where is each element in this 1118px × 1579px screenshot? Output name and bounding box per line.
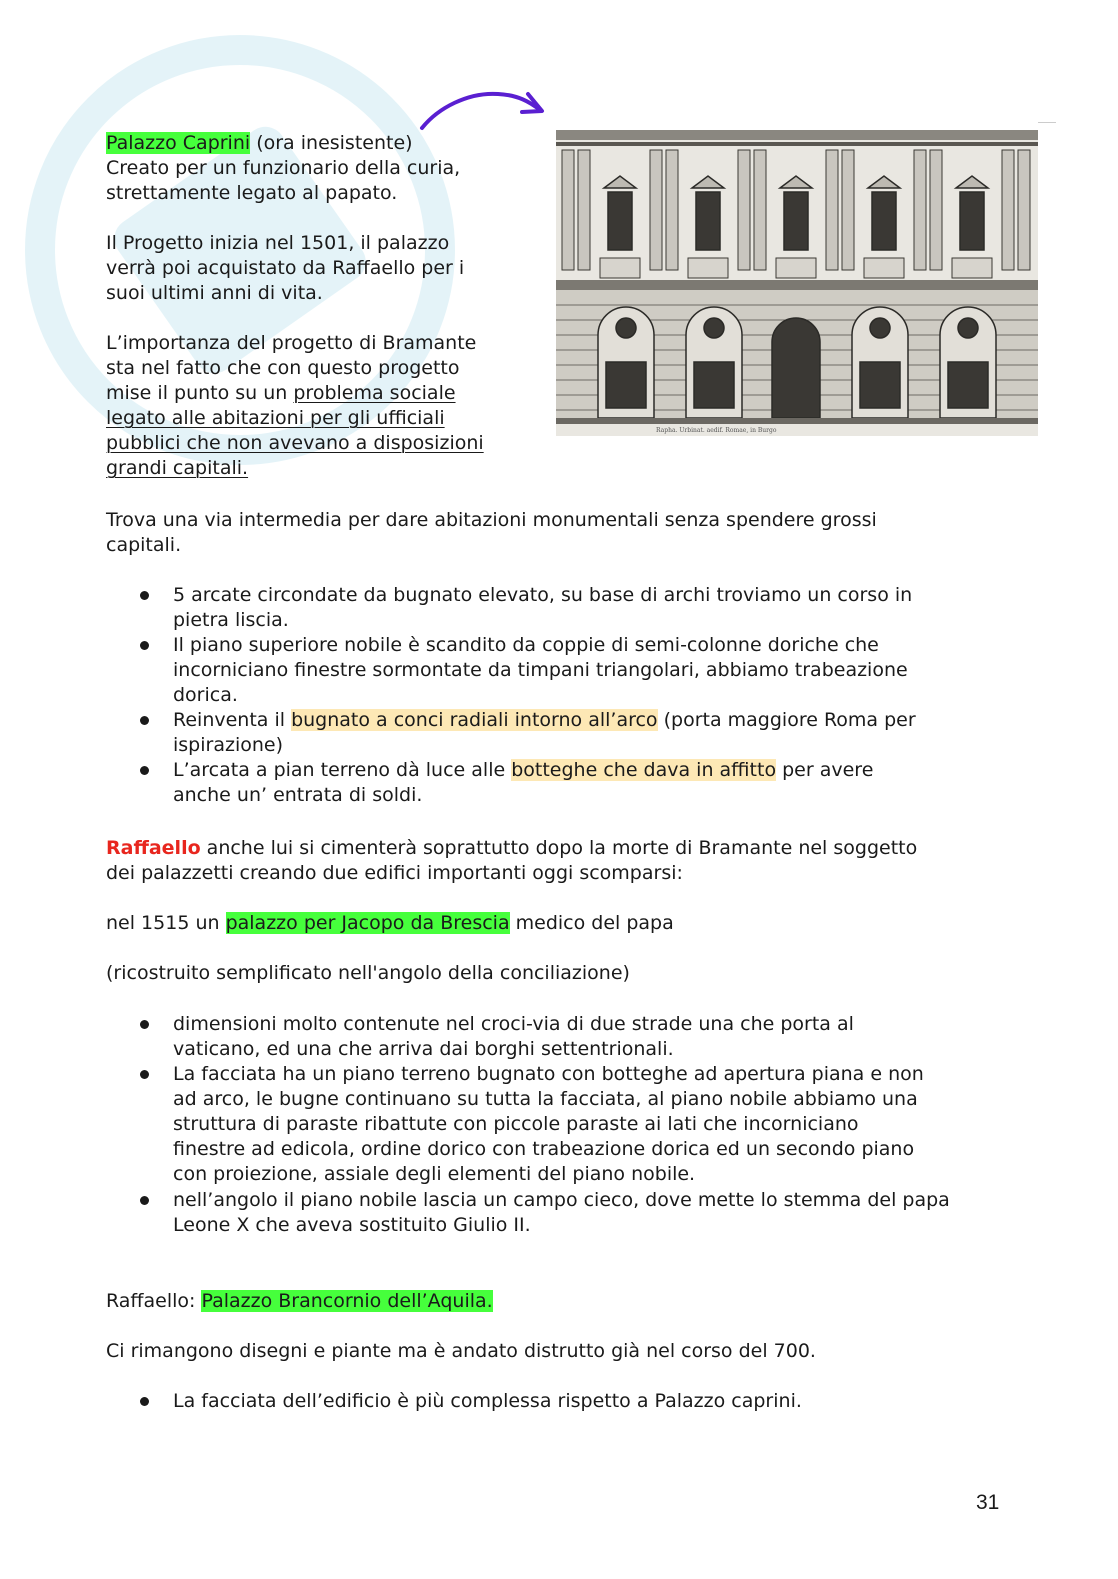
paragraph-line: dei palazzetti creando due edifici importanti oggi scomparsi: bbox=[106, 862, 683, 884]
intro-line: verrà poi acquistato da Raffaello per i bbox=[106, 257, 465, 279]
paragraph-line: Trova una via intermedia per dare abitazioni monumentali senza spendere grossi bbox=[106, 509, 877, 531]
bullet-text: struttura di paraste ribattute con piccole paraste ai lati che incorniciano bbox=[173, 1113, 859, 1135]
bullet-text: dorica. bbox=[173, 684, 238, 706]
yellow-highlight: bugnato a conci radiali intorno all’arco bbox=[291, 709, 658, 731]
intro-line: L’importanza del progetto di Bramante bbox=[106, 332, 477, 354]
underlined-line: pubblici che non avevano a disposizioni bbox=[106, 432, 484, 454]
bullet-dot bbox=[140, 591, 149, 600]
underlined-line: grandi capitali. bbox=[106, 457, 249, 479]
bullet-text: ad arco, le bugne continuano su tutta la facciata, al piano nobile abbiamo una bbox=[173, 1088, 918, 1110]
paragraph-line: (ricostruito semplificato nell'angolo della conciliazione) bbox=[106, 962, 630, 984]
bullet-dot bbox=[140, 1196, 149, 1205]
paragraph-line: Raffaello anche lui si cimenterà soprattutto dopo la morte di Bramante nel soggetto bbox=[106, 837, 918, 859]
intro-line: mise il punto su un problema sociale bbox=[106, 382, 456, 404]
bullet-dot bbox=[140, 1397, 149, 1406]
paragraph-line: nel 1515 un palazzo per Jacopo da Brescia medico del papa bbox=[106, 912, 674, 934]
bullet-dot bbox=[140, 1020, 149, 1029]
yellow-highlight: botteghe che dava in affitto bbox=[511, 759, 777, 781]
bullet-dot bbox=[140, 766, 149, 775]
bullet-text: anche un’ entrata di soldi. bbox=[173, 784, 423, 806]
bullet-text: pietra liscia. bbox=[173, 609, 289, 631]
green-highlight: palazzo per Jacopo da Brescia bbox=[225, 912, 510, 934]
bullet-text: finestre ad edicola, ordine dorico con trabeazione dorica ed un secondo piano bbox=[173, 1138, 915, 1160]
raffaello-name: Raffaello bbox=[106, 837, 201, 859]
bullet-text: ispirazione) bbox=[173, 734, 283, 756]
palazzo-caprini-highlight: Palazzo Caprini bbox=[106, 132, 251, 154]
underlined-text: problema sociale bbox=[293, 382, 456, 404]
bullet-dot bbox=[140, 1070, 149, 1079]
intro-title-line: Palazzo Caprini (ora inesistente) bbox=[106, 132, 413, 154]
bullet-text: dimensioni molto contenute nel croci-via di due strade una che porta al bbox=[173, 1013, 854, 1035]
green-highlight: Palazzo Brancornio dell’Aquila. bbox=[201, 1290, 493, 1312]
palazzo-caprini-engraving bbox=[556, 130, 1038, 436]
bullet-text: 5 arcate circondate da bugnato elevato, su base di archi troviamo un corso in bbox=[173, 584, 913, 606]
intro-line: Creato per un funzionario della curia, bbox=[106, 157, 461, 179]
intro-line: Il Progetto inizia nel 1501, il palazzo bbox=[106, 232, 450, 254]
intro-line: sta nel fatto che con questo progetto bbox=[106, 357, 460, 379]
underlined-line: legato alle abitazioni per gli ufficiali bbox=[106, 407, 445, 429]
engraving-caption: Rapha. Urbinat. aedif. Romae, in Burgo bbox=[656, 427, 777, 434]
thin-rule bbox=[1038, 122, 1056, 123]
bullet-dot bbox=[140, 641, 149, 650]
paragraph-line: Ci rimangono disegni e piante ma è andato distrutto già nel corso del 700. bbox=[106, 1340, 816, 1362]
bullet-text: La facciata dell’edificio è più complessa rispetto a Palazzo caprini. bbox=[173, 1390, 802, 1412]
page-number: 31 bbox=[976, 1491, 1000, 1514]
bullet-text: Reinventa il bugnato a conci radiali intorno all’arco (porta maggiore Roma per bbox=[173, 709, 916, 731]
intro-line: suoi ultimi anni di vita. bbox=[106, 282, 323, 304]
bullet-text: incorniciano finestre sormontate da timpani triangolari, abbiamo trabeazione bbox=[173, 659, 908, 681]
hand-drawn-arrow bbox=[418, 86, 558, 136]
paragraph-line: capitali. bbox=[106, 534, 182, 556]
bullet-text: vaticano, ed una che arriva dai borghi settentrionali. bbox=[173, 1038, 674, 1060]
bullet-text: nell’angolo il piano nobile lascia un campo cieco, dove mette lo stemma del papa bbox=[173, 1189, 950, 1211]
bullet-text: Leone X che aveva sostituito Giulio II. bbox=[173, 1214, 531, 1236]
paragraph-line: Raffaello: Palazzo Brancornio dell’Aquila. bbox=[106, 1290, 493, 1312]
bullet-text: L’arcata a pian terreno dà luce alle botteghe che dava in affitto per avere bbox=[173, 759, 874, 781]
bullet-text: La facciata ha un piano terreno bugnato con botteghe ad apertura piana e non bbox=[173, 1063, 924, 1085]
bullet-text: con proiezione, assiale degli elementi del piano nobile. bbox=[173, 1163, 696, 1185]
bullet-text: Il piano superiore nobile è scandito da coppie di semi-colonne doriche che bbox=[173, 634, 879, 656]
bullet-dot bbox=[140, 716, 149, 725]
intro-line: strettamente legato al papato. bbox=[106, 182, 398, 204]
